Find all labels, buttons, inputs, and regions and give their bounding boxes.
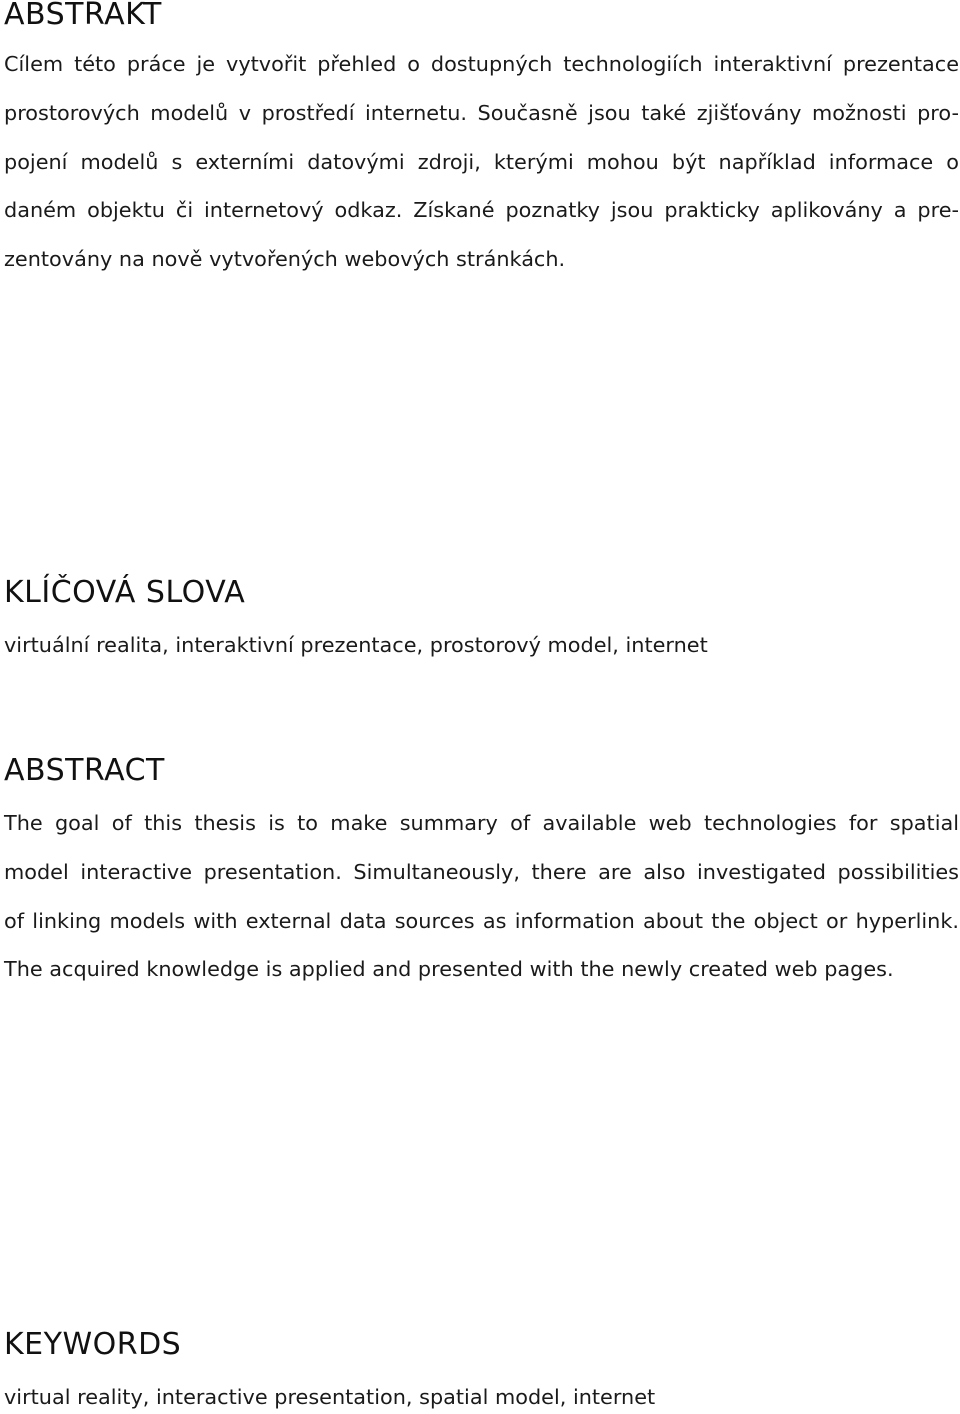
abstrakt-line: Cílem této práce je vytvořit přehled o dostupných technologiích interaktivní prezentace — [4, 52, 959, 76]
keywords-heading: KEYWORDS — [4, 1327, 182, 1362]
klicova-slova-heading: KLÍČOVÁ SLOVA — [4, 575, 246, 610]
abstract-line: model interactive presentation. Simultaneously, there are also investigated possibilities — [4, 859, 959, 884]
abstrakt-paragraph — [4, 40, 959, 284]
abstrakt-line: zentovány na nově vytvořených webových stránkách. — [4, 247, 566, 272]
abstrakt-line: prostorových modelů v prostředí internetu. Současně jsou také zjišťovány možnosti pro- — [4, 100, 959, 125]
klicova-slova-text: virtuální realita, interaktivní prezentace, prostorový model, internet — [4, 633, 708, 657]
abstract-heading: ABSTRACT — [4, 753, 165, 788]
abstract-line: The acquired knowledge is applied and presented with the newly created web pages. — [4, 957, 894, 982]
abstrakt-line: pojení modelů s externími datovými zdroji, kterými mohou být například informace o — [4, 149, 959, 174]
abstract-line: of linking models with external data sources as information about the object or hyperlink. — [4, 908, 959, 933]
keywords-text: virtual reality, interactive presentation, spatial model, internet — [4, 1385, 656, 1409]
abstract-paragraph — [4, 799, 959, 994]
abstrakt-line: daném objektu či internetový odkaz. Získané poznatky jsou prakticky aplikovány a pre- — [4, 198, 959, 223]
abstract-line: The goal of this thesis is to make summary of available web technologies for spatial — [4, 811, 959, 835]
abstrakt-heading: ABSTRAKT — [4, 0, 162, 32]
